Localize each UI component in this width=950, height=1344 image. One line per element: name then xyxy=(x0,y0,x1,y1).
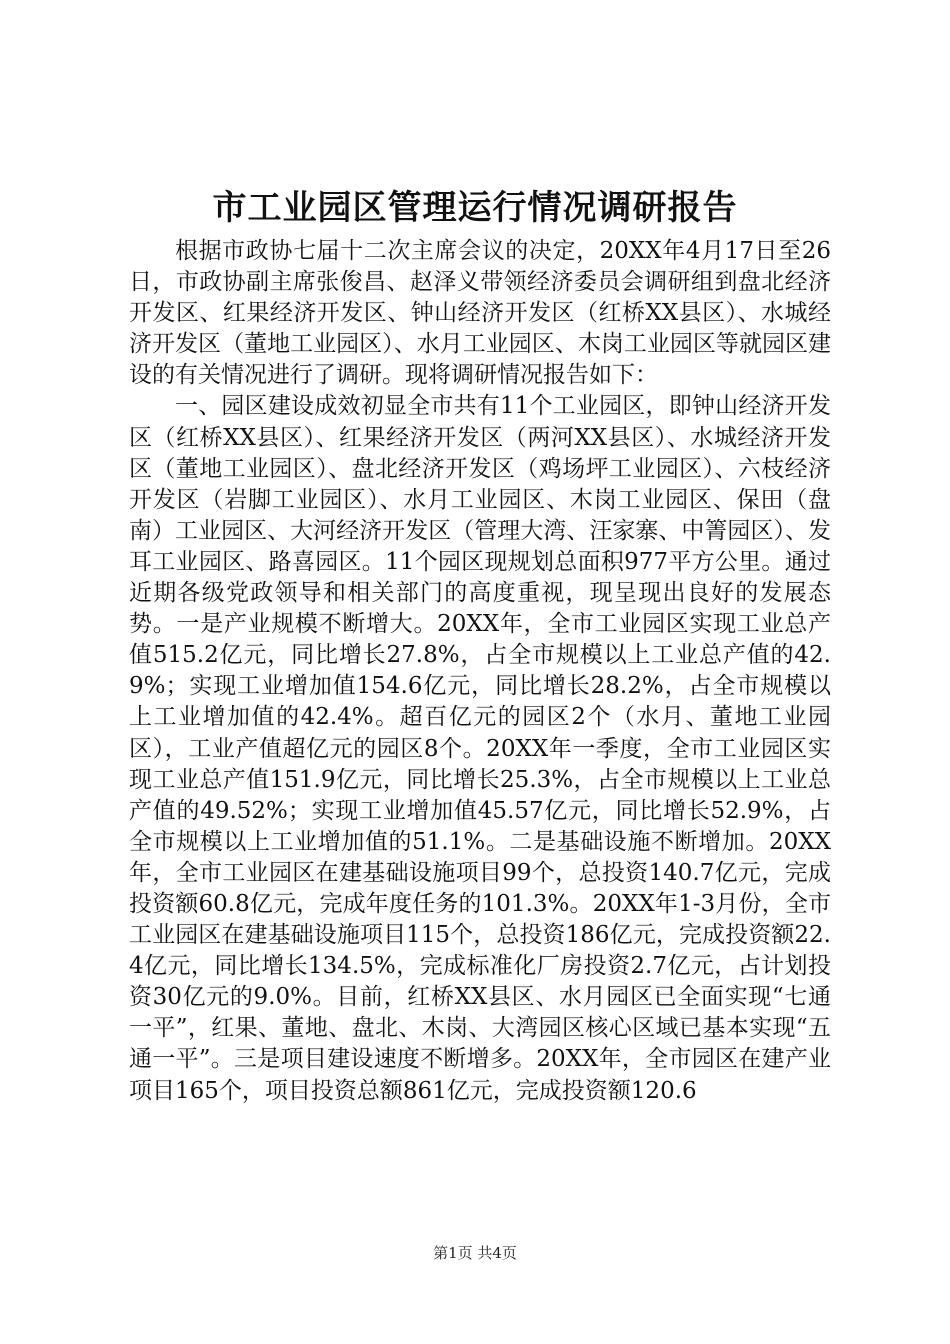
page-footer: 第1页 共4页 xyxy=(433,1244,517,1262)
document-title: 市工业园区管理运行情况调研报告 xyxy=(212,188,738,228)
document-body xyxy=(129,236,831,1107)
section-one-paragraph: 一、园区建设成效初显全市共有11个工业园区，即钟山经济开发区（红桥XX县区）、红果经济开发区（两河XX县区）、水城经济开发区（董地工业园区）、盘北经济开发区（鸡场坪工业园区）、六枝经济开发区（岩脚工业园区）、水月工业园区、木岗工业园区、保田（盘南）工业园区、大河经济开发区（管理大湾、汪家寨、中箐园区）、发耳工业园区、路喜园区。11个园区现规划总面积977平方公里。通过近期各级党政领导和相关部门的高度重视，现呈现出良好的发展态势。一是产业规模不断增大。20XX年，全市工业园区实现工业总产值515.2亿元，同比增长27.8%，占全市规模以上工业总产值的42.9%；实现工业增加值154.6亿元，同比增长28.2%，占全市规模以上工业增加值的42.4%。超百亿元的园区2个（水月、董地工业园区），工业产值超亿元的园区8个。20XX年一季度，全市工业园区实现工业总产值151.9亿元，同比增长25.3%，占全市规模以上工业总产值的49.52%；实现工业增加值45.57亿元，同比增长52.9%，占全市规模以上工业增加值的51.1%。二是基础设施不断增加。20XX年，全市工业园区在建基础设施项目99个，总投资140.7亿元，完成投资额60.8亿元，完成年度任务的101.3%。20XX年1-3月份，全市工业园区在建基础设施项目115个，总投资186亿元，完成投资额22.4亿元，同比增长134.5%，完成标准化厂房投资2.7亿元，占计划投资30亿元的9.0%。目前，红桥XX县区、水月园区已全面实现“七通一平”，红果、董地、盘北、木岗、大湾园区核心区域已基本实现“五通一平”。三是项目建设速度不断增多。20XX年，全市园区在建产业项目165个，项目投资总额861亿元，完成投资额120.6 xyxy=(129,393,831,1104)
intro-paragraph: 根据市政协七届十二次主席会议的决定，20XX年4月17日至26日，市政协副主席张俊昌、赵泽义带领经济委员会调研组到盘北经济开发区、红果经济开发区、钟山经济开发区（红桥XX县区）、水城经济开发区（董地工业园区）、水月工业园区、木岗工业园区等就园区建设的有关情况进行了调研。现将调研情况报告如下： xyxy=(129,238,831,389)
